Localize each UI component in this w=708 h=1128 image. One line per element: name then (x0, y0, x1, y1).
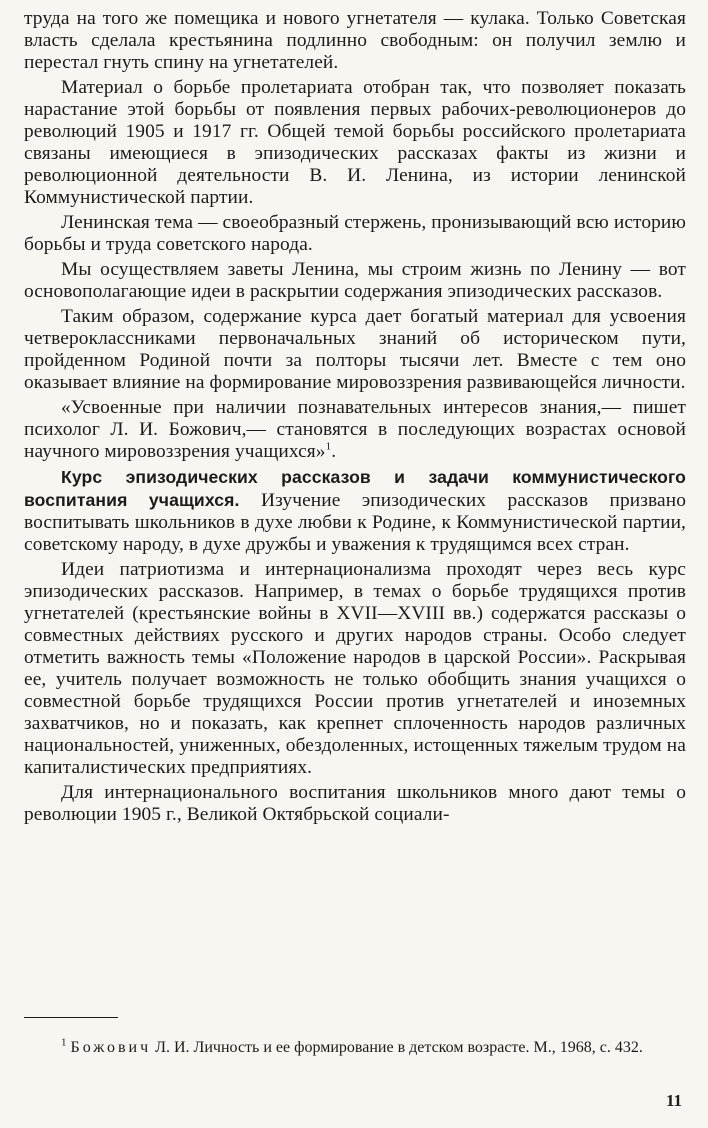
main-text (24, 8, 686, 829)
paragraph-4: Мы осуществляем заветы Ленина, мы строим жизнь по Ленину — вот основополагающие идеи в раскрытии содержания эпизодических рассказов. (24, 259, 686, 302)
paragraph-quote: «Усвоенные при наличии познавательных интересов знания,— пишет психолог Л. И. Божович,— становятся в последующих возрастах основой научного мировоззрения учащихся»$^1$. (24, 397, 686, 462)
paragraph-9: Для интернационального воспитания школьников много дают темы о революции 1905 г., Великой Октябрьской социали- (24, 782, 686, 825)
footnote-text: Л. И. Личность и ее формирование в детском возрасте. М., 1968, с. 432. (155, 1039, 643, 1056)
paragraph-3: Ленинская тема — своеобразный стержень, пронизывающий всю историю борьбы и труда советского народа. (24, 212, 686, 255)
footnote-divider (24, 1017, 118, 1018)
paragraph-2: Материал о борьбе пролетариата отобран так, что позволяет показать нарастание этой борьбы от появления первых рабочих-революционеров до революций 1905 и 1917 гг. Общей темой борьбы российского пролетариата связаны имеющиеся в эпизодических рассказах факты из жизни и революционной деятельности В. И. Ленина, из истории ленинской Коммунистической партии. (24, 77, 686, 208)
section-text: Изучение эпизодических рассказов призвано воспитывать школьников в духе любви к Родине, к Коммунистической партии, советскому народу, в духе дружбы и уважения к трудящимся всех стран. (24, 490, 686, 555)
paragraph-1: труда на того же помещика и нового угнетателя — кулака. Только Советская власть сделала крестьянина подлинно свободным: он получил землю и перестал гнуть спину на угнетателей. (24, 8, 686, 73)
section-heading: Курс эпизодических рассказов и задачи коммунистического воспитания учащихся. (24, 467, 686, 510)
paragraph-5: Таким образом, содержание курса дает богатый материал для усвоения четвероклассниками первоначальных знаний об историческом пути, пройденном Родиной почти за полторы тысячи лет. Вместе с тем оно оказывает влияние на формирование мировоззрения развивающейся личности. (24, 306, 686, 393)
paragraph-8: Идеи патриотизма и интернационализма проходят через весь курс эпизодических рассказов. Например, в темах о борьбе трудящихся против угнетателей (крестьянские войны в XVII—XVIII вв.) содержатся рассказы о совместных действиях русского и других народов страны. Особо следует отметить важность темы «Положение народов в царской России». Раскрывая ее, учитель получает возможность не только обобщить знания учащихся о совместной борьбе трудящихся России против угнетателей и иноземных захватчиков, но и показать, как крепнет сплоченность народов различных национальностей, униженных, обездоленных, истощенных тяжелым трудом на капиталистических предприятиях. (24, 559, 686, 778)
footnote-reference: 1 (325, 440, 332, 453)
quote-text: «Усвоенные при наличии познавательных интересов знания,— пишет психолог Л. И. Божович,— становятся в последующих возрастах основой научного мировоззрения учащихся» (24, 397, 686, 462)
paragraph-section (24, 466, 686, 556)
footnote-author: Божович (70, 1039, 152, 1056)
footnote-marker: 1 (61, 1036, 67, 1049)
page-number: 11 (665, 1091, 682, 1110)
footnote (24, 1038, 686, 1057)
